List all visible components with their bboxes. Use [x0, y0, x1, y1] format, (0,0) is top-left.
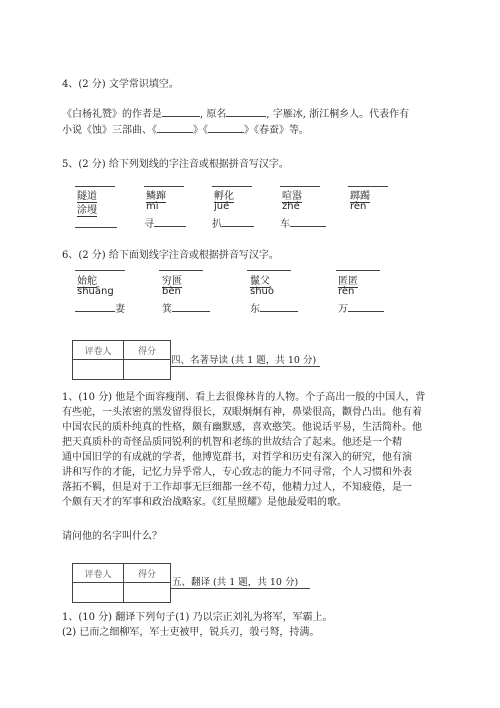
q5-pinyin-3: zhé	[282, 201, 300, 212]
q5-heading: 5、(2 分) 给下列划线的字注音或根据拼音写汉字。	[62, 159, 289, 170]
passage-line: 个颇有天才的军事和政治战略家。《红星照耀》是他最爱唱的歌。	[62, 497, 347, 508]
passage-line: 把天真质朴的奇怪品质同锐利的机智和老练的世故结合了起来。他还是一个精	[62, 437, 402, 448]
score-box-grader-cell[interactable]	[73, 583, 124, 603]
q5-word-1: 隧道	[77, 191, 97, 202]
score-box-score-cell[interactable]	[124, 360, 171, 380]
q6-pinyin-3: shuò	[250, 286, 275, 297]
passage-line: 1、(10 分) 他是个面容瘦削、看上去很像林肯的人物。个子高出一般的中国人，背	[62, 392, 426, 403]
passage-line: 落拓不羁，但是对于工作却事无巨细都一丝不苟，他精力过人，不知疲倦，是一	[62, 482, 412, 493]
section-4-title: 四、名著导读 (共 1 题，共 10 分)	[171, 355, 317, 366]
q6-word-4: 匿匿	[338, 276, 358, 287]
q5-word-5: 踯躅	[350, 191, 370, 202]
q6-blank-2[interactable]	[172, 300, 210, 312]
q5-word-2: 鳞蹿	[146, 191, 166, 202]
q5-answer-4: 车	[280, 215, 326, 230]
q5-pinyin-2: jué	[214, 201, 230, 212]
q6-pinyin-1: shuāng	[77, 286, 114, 297]
q4-blank-realname[interactable]	[226, 105, 266, 117]
passage-line: 通中国旧学的有成就的学者，他博览群书，对哲学和历史有深入的研究，他有演	[62, 452, 412, 463]
q4-text: , 字雁冰, 浙江桐乡人。代表作有	[266, 109, 410, 120]
q6-answer-3: 东	[250, 300, 298, 315]
q6-blank-3[interactable]	[260, 300, 298, 312]
q5-pinyin-1: mì	[146, 201, 159, 212]
q4-text: 》《春蚕》等。	[244, 125, 309, 136]
q5-answer-3: 扒	[212, 215, 254, 230]
q4-blank-author[interactable]	[162, 105, 200, 117]
q6-answer-2: 箕	[162, 300, 210, 315]
q6-heading: 6、(2 分) 给下面划线字注音或根据拼音写汉字。	[62, 250, 279, 261]
q6-pinyin-4: rèn	[338, 286, 355, 297]
q4-text: 《白杨礼赞》的作者是	[62, 109, 162, 120]
q4-text: 》《	[193, 125, 208, 136]
score-box-grader-cell[interactable]	[73, 360, 124, 380]
q4-line2	[62, 121, 309, 138]
q5-blank-3[interactable]	[222, 215, 254, 227]
score-box	[72, 340, 171, 380]
q6-blank-4[interactable]	[348, 300, 384, 312]
reading-question: 请问他的名字叫什么？	[62, 531, 162, 542]
score-box	[72, 563, 171, 603]
q5-word-3: 孵化	[214, 191, 234, 202]
q4-blank-novel2[interactable]	[208, 121, 244, 133]
score-box-score-label: 得分	[124, 341, 171, 360]
translate-line-1: 1、(10 分) 翻译下列句子(1) 乃以宗正刘礼为将军，军霸上。	[62, 612, 333, 623]
passage-line: 讲和写作的才能，记忆力异乎常人，专心致志的能力不同寻常，个人习惯和外表	[62, 467, 412, 478]
q6-word-1: 始舵	[77, 276, 97, 287]
q4-line1	[62, 105, 409, 122]
section-5-title: 五、翻译 (共 1 题，共 10 分)	[172, 577, 299, 588]
q4-text: 小说《蚀》三部曲、《	[62, 125, 157, 136]
q4-text: , 原名	[200, 109, 227, 120]
q6-pinyin-2: bèn	[162, 286, 181, 297]
q5-word-4: 喧嚣	[282, 191, 302, 202]
translate-line-2: (2) 已而之细柳军，军士吏被甲，锐兵刃，彀弓弩，持满。	[62, 627, 320, 638]
q4-heading: 4、(2 分) 文学常识填空。	[62, 79, 179, 90]
passage-line: 中国农民的质朴纯真的性格，颇有幽默感，喜欢憨笑。他说话平易，生活简朴。他	[62, 422, 422, 433]
q4-blank-novel1[interactable]	[157, 121, 193, 133]
q6-answer-4: 万	[338, 300, 384, 315]
score-box-grader-label: 评卷人	[73, 564, 124, 583]
q6-blank-1[interactable]	[75, 300, 115, 312]
q5-blank-4[interactable]	[290, 215, 326, 227]
q5-answer-2: 寻	[144, 215, 186, 230]
score-box-score-label: 得分	[124, 564, 171, 583]
q6-word-3: 鬣父	[250, 276, 270, 287]
q5-word-6: 涂墁	[77, 205, 97, 216]
score-box-grader-label: 评卷人	[73, 341, 124, 360]
q6-word-2: 穷匮	[162, 276, 182, 287]
q6-answer-1: 妻	[75, 300, 125, 315]
q5-pinyin-4: rèn	[350, 201, 367, 212]
score-box-score-cell[interactable]	[124, 583, 171, 603]
passage-line: 有些驼，一头浓密的黑发留得很长，双眼炯炯有神，鼻梁很高，颧骨凸出。他有着	[62, 407, 422, 418]
q5-blank-2[interactable]	[154, 215, 186, 227]
